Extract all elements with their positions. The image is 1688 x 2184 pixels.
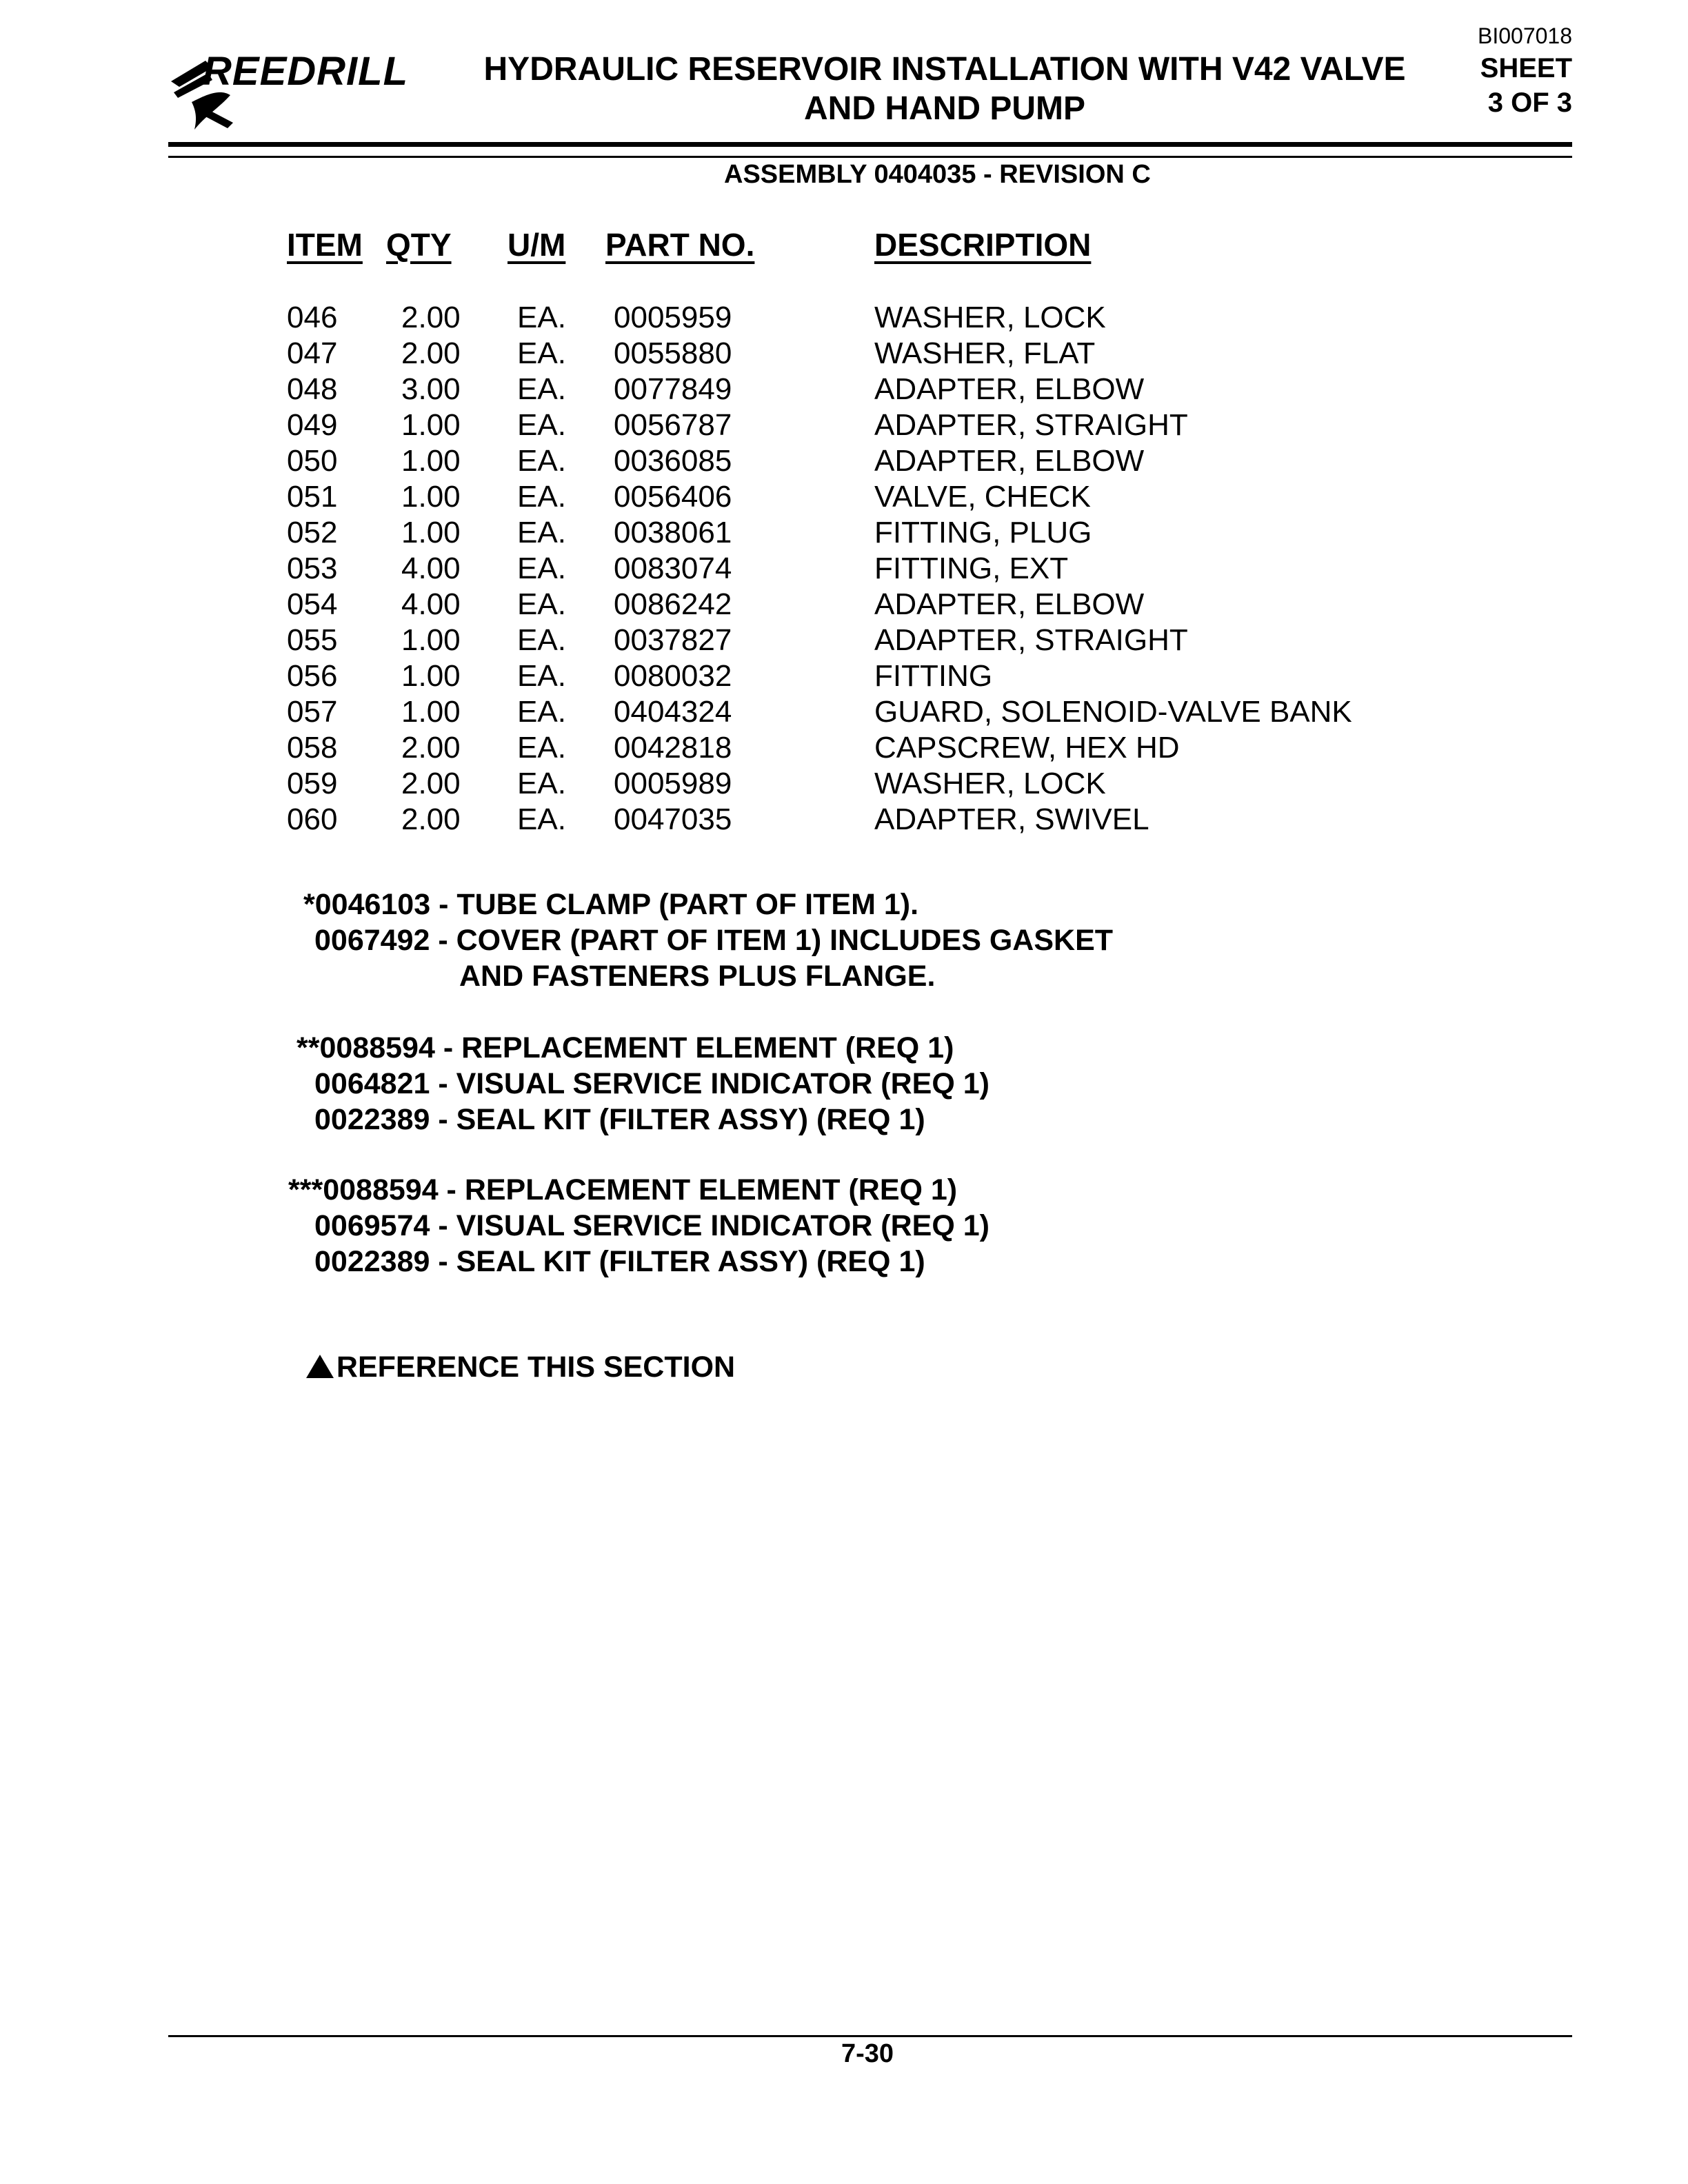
- cell-item: 055: [287, 623, 338, 657]
- reference-text: REFERENCE THIS SECTION: [336, 1351, 736, 1384]
- cell-description: ADAPTER, STRAIGHT: [874, 408, 1188, 442]
- note-replacement-element-1: **0088594 - REPLACEMENT ELEMENT (REQ 1): [297, 1031, 954, 1064]
- cell-item: 047: [287, 336, 338, 370]
- cell-um: EA.: [517, 444, 566, 478]
- cell-part-no: 0005989: [614, 767, 732, 800]
- cell-um: EA.: [517, 301, 566, 334]
- cell-item: 051: [287, 480, 338, 514]
- cell-part-no: 0056787: [614, 408, 732, 442]
- cell-item: 053: [287, 552, 338, 585]
- cell-item: 060: [287, 802, 338, 836]
- cell-um: EA.: [517, 623, 566, 657]
- cell-um: EA.: [517, 552, 566, 585]
- cell-qty: 3.00: [401, 372, 461, 406]
- cell-qty: 4.00: [401, 552, 461, 585]
- cell-qty: 2.00: [401, 301, 461, 334]
- header-rule-thick: [168, 142, 1572, 147]
- cell-qty: 2.00: [401, 336, 461, 370]
- cell-item: 050: [287, 444, 338, 478]
- cell-qty: 1.00: [401, 516, 461, 549]
- cell-part-no: 0086242: [614, 587, 732, 621]
- cell-part-no: 0056406: [614, 480, 732, 514]
- cell-part-no: 0404324: [614, 695, 732, 729]
- cell-qty: 4.00: [401, 587, 461, 621]
- sheet-label: SHEET: [1480, 53, 1572, 83]
- cell-description: WASHER, LOCK: [874, 301, 1106, 334]
- cell-part-no: 0038061: [614, 516, 732, 549]
- sheet-number: 3 OF 3: [1487, 88, 1572, 118]
- cell-um: EA.: [517, 587, 566, 621]
- cell-description: FITTING: [874, 659, 993, 693]
- cell-description: ADAPTER, STRAIGHT: [874, 623, 1188, 657]
- note-seal-kit-2: 0022389 - SEAL KIT (FILTER ASSY) (REQ 1): [314, 1245, 925, 1278]
- cell-description: GUARD, SOLENOID-VALVE BANK: [874, 695, 1352, 729]
- cell-part-no: 0037827: [614, 623, 732, 657]
- cell-qty: 2.00: [401, 802, 461, 836]
- note-cover-continued: AND FASTENERS PLUS FLANGE.: [459, 960, 936, 993]
- col-header-description: DESCRIPTION: [874, 227, 1092, 263]
- sheet-indicator: [1480, 51, 1572, 120]
- document-title: [441, 50, 1448, 128]
- cell-qty: 1.00: [401, 444, 461, 478]
- cell-description: ADAPTER, SWIVEL: [874, 802, 1149, 836]
- col-header-item: ITEM: [287, 227, 363, 263]
- footer-rule: [168, 2035, 1572, 2037]
- col-header-part-no: PART NO.: [605, 227, 755, 263]
- cell-item: 046: [287, 301, 338, 334]
- cell-qty: 1.00: [401, 695, 461, 729]
- cell-item: 058: [287, 731, 338, 765]
- cell-um: EA.: [517, 659, 566, 693]
- col-header-um: U/M: [508, 227, 566, 263]
- note-tube-clamp: *0046103 - TUBE CLAMP (PART OF ITEM 1).: [303, 888, 919, 921]
- note-replacement-element-2: ***0088594 - REPLACEMENT ELEMENT (REQ 1): [288, 1173, 958, 1206]
- header-rule-thin: [168, 156, 1572, 158]
- cell-part-no: 0036085: [614, 444, 732, 478]
- cell-part-no: 0042818: [614, 731, 732, 765]
- cell-description: WASHER, FLAT: [874, 336, 1096, 370]
- cell-part-no: 0080032: [614, 659, 732, 693]
- cell-item: 048: [287, 372, 338, 406]
- cell-description: ADAPTER, ELBOW: [874, 587, 1145, 621]
- cell-description: CAPSCREW, HEX HD: [874, 731, 1180, 765]
- triangle-icon: [306, 1355, 334, 1378]
- cell-part-no: 0077849: [614, 372, 732, 406]
- col-header-qty: QTY: [386, 227, 452, 263]
- cell-description: ADAPTER, ELBOW: [874, 444, 1145, 478]
- note-visual-indicator-2: 0069574 - VISUAL SERVICE INDICATOR (REQ 1): [314, 1209, 989, 1242]
- cell-part-no: 0047035: [614, 802, 732, 836]
- title-line-2: AND HAND PUMP: [804, 90, 1085, 127]
- document-id: BI007018: [1477, 23, 1572, 48]
- cell-item: 056: [287, 659, 338, 693]
- cell-part-no: 0083074: [614, 552, 732, 585]
- company-logo: [164, 47, 412, 135]
- note-reference-section: [290, 1317, 735, 1384]
- cell-um: EA.: [517, 372, 566, 406]
- cell-item: 059: [287, 767, 338, 800]
- assembly-revision: ASSEMBLY 0404035 - REVISION C: [724, 160, 1151, 189]
- cell-item: 049: [287, 408, 338, 442]
- logo-text: REEDRILL: [203, 49, 408, 94]
- cell-description: ADAPTER, ELBOW: [874, 372, 1145, 406]
- cell-qty: 1.00: [401, 659, 461, 693]
- cell-um: EA.: [517, 408, 566, 442]
- cell-qty: 2.00: [401, 731, 461, 765]
- cell-description: WASHER, LOCK: [874, 767, 1106, 800]
- cell-um: EA.: [517, 767, 566, 800]
- cell-description: VALVE, CHECK: [874, 480, 1091, 514]
- cell-um: EA.: [517, 336, 566, 370]
- note-seal-kit-1: 0022389 - SEAL KIT (FILTER ASSY) (REQ 1): [314, 1103, 925, 1136]
- cell-um: EA.: [517, 516, 566, 549]
- cell-um: EA.: [517, 480, 566, 514]
- cell-item: 057: [287, 695, 338, 729]
- cell-um: EA.: [517, 731, 566, 765]
- title-line-1: HYDRAULIC RESERVOIR INSTALLATION WITH V42 VALVE: [483, 51, 1406, 88]
- note-visual-indicator-1: 0064821 - VISUAL SERVICE INDICATOR (REQ 1): [314, 1067, 989, 1100]
- cell-description: FITTING, EXT: [874, 552, 1069, 585]
- cell-description: FITTING, PLUG: [874, 516, 1092, 549]
- cell-qty: 2.00: [401, 767, 461, 800]
- cell-qty: 1.00: [401, 480, 461, 514]
- cell-item: 052: [287, 516, 338, 549]
- cell-part-no: 0005959: [614, 301, 732, 334]
- cell-part-no: 0055880: [614, 336, 732, 370]
- cell-qty: 1.00: [401, 623, 461, 657]
- note-cover: 0067492 - COVER (PART OF ITEM 1) INCLUDES GASKET: [314, 924, 1114, 957]
- cell-item: 054: [287, 587, 338, 621]
- page-number: 7-30: [841, 2039, 894, 2068]
- cell-um: EA.: [517, 695, 566, 729]
- cell-um: EA.: [517, 802, 566, 836]
- cell-qty: 1.00: [401, 408, 461, 442]
